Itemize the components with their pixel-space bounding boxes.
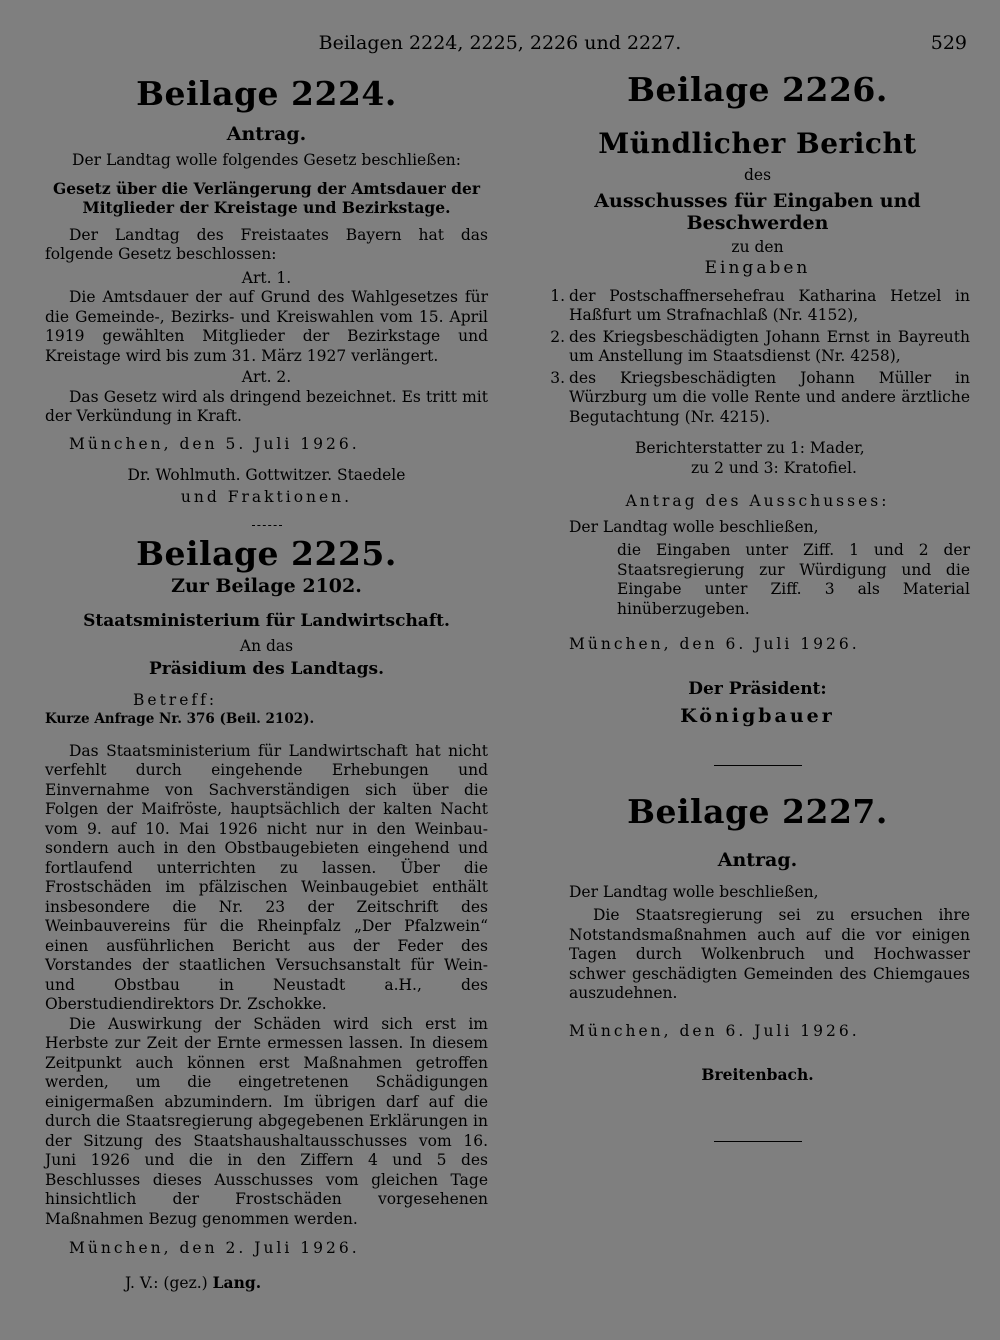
- section-divider: [252, 525, 282, 526]
- addressee-label: An das: [239, 637, 294, 655]
- committee-motion-heading: Antrag des Ausschusses:: [625, 492, 890, 510]
- betreff-label: Betreff:: [133, 690, 218, 709]
- beilage-2227-text: Die Staatsregierung sei zu ersuchen ihre Notstandsmaßnahmen auch auf die vor einigen Tagen durch Wolkenbruch und Hochwasser schwer geschädigten Gemeinden des Chiemgaues auszudehnen.: [569, 906, 970, 1002]
- eingaben-label: Eingaben: [704, 258, 811, 278]
- beilage-2226: [545, 70, 970, 727]
- art1-text: Die Amtsdauer der auf Grund des Wahlgesetzes für die Gemeinde-, Bezirks- und Kreiswahlen vom 15. April 1919 gewählten Mitglieder der Bezirkstage und Kreistage wird bis zum 31. März 1927 verlängert.: [45, 288, 488, 365]
- petition-text: des Kriegsbeschädigten Johann Ernst in Bayreuth um Anstellung im Staatsdienst (Nr. 4258),: [569, 327, 970, 365]
- petition-item: [545, 287, 970, 326]
- betreff-text: Kurze Anfrage Nr. 376 (Beil. 2102).: [45, 711, 315, 727]
- closing-divider: [714, 1141, 802, 1142]
- petition-text: des Kriegsbeschädigten Johann Müller in Würzburg um die volle Rente und andere ärztliche Begutachtung (Nr. 4215).: [569, 368, 970, 426]
- committee-name: Ausschusses für Eingaben und Beschwerden: [594, 189, 921, 234]
- art1-heading: Art. 1.: [241, 268, 292, 287]
- beilage-2224-signers-line2: und Fraktionen.: [180, 487, 353, 506]
- reporter-line-1: Berichterstatter zu 1: Mader,: [635, 439, 865, 457]
- beilage-2224: [45, 74, 488, 507]
- beilage-2225: [45, 534, 488, 1293]
- page-number: 529: [930, 32, 967, 54]
- art2-heading: Art. 2.: [241, 368, 292, 386]
- report-zu-den: zu den: [731, 237, 784, 256]
- section-divider: [714, 765, 802, 766]
- addressee-name: Präsidium des Landtags.: [148, 658, 385, 679]
- beilage-2224-title: Beilage 2224.: [136, 74, 397, 113]
- petition-list: [545, 287, 970, 428]
- beilage-2226-title: Beilage 2226.: [627, 70, 888, 109]
- beilage-2225-date: München, den 2. Juli 1926.: [69, 1239, 360, 1257]
- answer-paragraph-2: Die Auswirkung der Schäden wird sich erst im Herbste zur Zeit der Ernte ermessen lassen. In diesem Zeitpunkt auch können erst Maßnahmen getroffen werden, um die eingetretenen Schädigungen einigermaßen abzumindern. Im übrigen darf auf die durch die Staatsregierung abgegebenen Erklärungen in der Sitzung des Staatshaushaltausschusses vom 16. Juni 1926 und die in den Ziffern 4 und 5 des Beschlusses dieses Ausschusses vom gleichen Tage hinsichtlich der Frostschäden vorgesehenen Maßnahmen Bezug genommen werden.: [45, 1014, 488, 1228]
- beilage-2227-date: München, den 6. Juli 1926.: [569, 1021, 860, 1040]
- beilage-2227-intro: Der Landtag wolle beschließen,: [569, 882, 819, 901]
- ministry-name: Staatsministerium für Landwirtschaft.: [83, 611, 450, 631]
- petition-item: [545, 369, 970, 428]
- report-title: Mündlicher Bericht: [598, 127, 917, 160]
- left-column: [45, 70, 488, 1293]
- committee-motion-text: die Eingaben unter Ziff. 1 und 2 der Staatsregierung zur Würdigung und die Eingabe unter Ziff. 3 als Material hinüberzugeben.: [617, 541, 970, 618]
- reporter-line-2: zu 2 und 3: Kratofiel.: [691, 458, 857, 477]
- petition-text: der Postschaffnersehefrau Katharina Hetzel in Haßfurt um Strafnachlaß (Nr. 4152),: [569, 286, 970, 324]
- petition-number: 1.: [550, 286, 565, 305]
- report-des: des: [743, 166, 772, 184]
- committee-motion-intro: Der Landtag wolle beschließen,: [569, 517, 819, 536]
- beilage-2225-reference: Zur Beilage 2102.: [171, 575, 362, 597]
- beilage-2224-date: München, den 5. Juli 1926.: [69, 434, 360, 453]
- right-column: [545, 70, 970, 1142]
- beilage-2227-title: Beilage 2227.: [627, 791, 888, 831]
- president-label: Der Präsident:: [688, 678, 827, 699]
- answer-paragraph-1: Das Staatsministerium für Landwirtschaft hat nicht verfehlt durch eingehende Erhebungen und Einvernahme von Sachverständigen sich über die Folgen der Maifröste, hauptsächlich der kalten Nacht vom 9. auf 10. Mai 1926 nicht nur in den Weinbau- sondern auch in den Obstbaugebieten eingehend und fortlaufend unterrichten zu lassen. Über die Frostschäden im pfälzischen Weinbaugebiet enthält insbesondere die Nr. 23 der Zeitschrift des Weinbauvereins für die Rheinpfalz „Der Pfalzwein“ einen ausführlichen Bericht aus der Feder des Vorstandes der staatlichen Versuchsanstalt für Wein- und Obstbau in Neustadt a.H., des Oberstudiendirektors Dr. Zschokke.: [45, 741, 488, 1013]
- running-title: Beilagen 2224, 2225, 2226 und 2227.: [318, 32, 682, 54]
- beilage-2224-intro: Der Landtag wolle folgendes Gesetz beschließen:: [72, 151, 461, 169]
- beilage-2227: [545, 792, 970, 1085]
- president-name: Königbauer: [680, 704, 835, 727]
- signer-prefix: J. V.: (gez.): [125, 1273, 208, 1292]
- art2-text: Das Gesetz wird als dringend bezeichnet. Es tritt mit der Verkündung in Kraft.: [45, 387, 488, 425]
- beilage-2224-signers: Dr. Wohlmuth. Gottwitzer. Staedele: [127, 466, 406, 484]
- beilage-2225-title: Beilage 2225.: [136, 534, 397, 573]
- beilage-2227-signer: Breitenbach.: [701, 1065, 814, 1084]
- petition-number: 3.: [550, 368, 565, 387]
- beilage-2224-subtitle: Antrag.: [226, 123, 307, 145]
- signer-name: Lang.: [212, 1272, 262, 1292]
- beilage-2227-subtitle: Antrag.: [717, 848, 798, 871]
- law-title: Gesetz über die Verlängerung der Amtsdauer der Mitglieder der Kreistage und Bezirkstage.: [52, 178, 481, 217]
- petition-item: [545, 328, 970, 367]
- law-preamble: Der Landtag des Freistaates Bayern hat das folgende Gesetz beschlossen:: [45, 225, 488, 263]
- petition-number: 2.: [550, 327, 565, 346]
- beilage-2225-signature: [45, 1273, 488, 1294]
- beilage-2226-date: München, den 6. Juli 1926.: [569, 635, 860, 653]
